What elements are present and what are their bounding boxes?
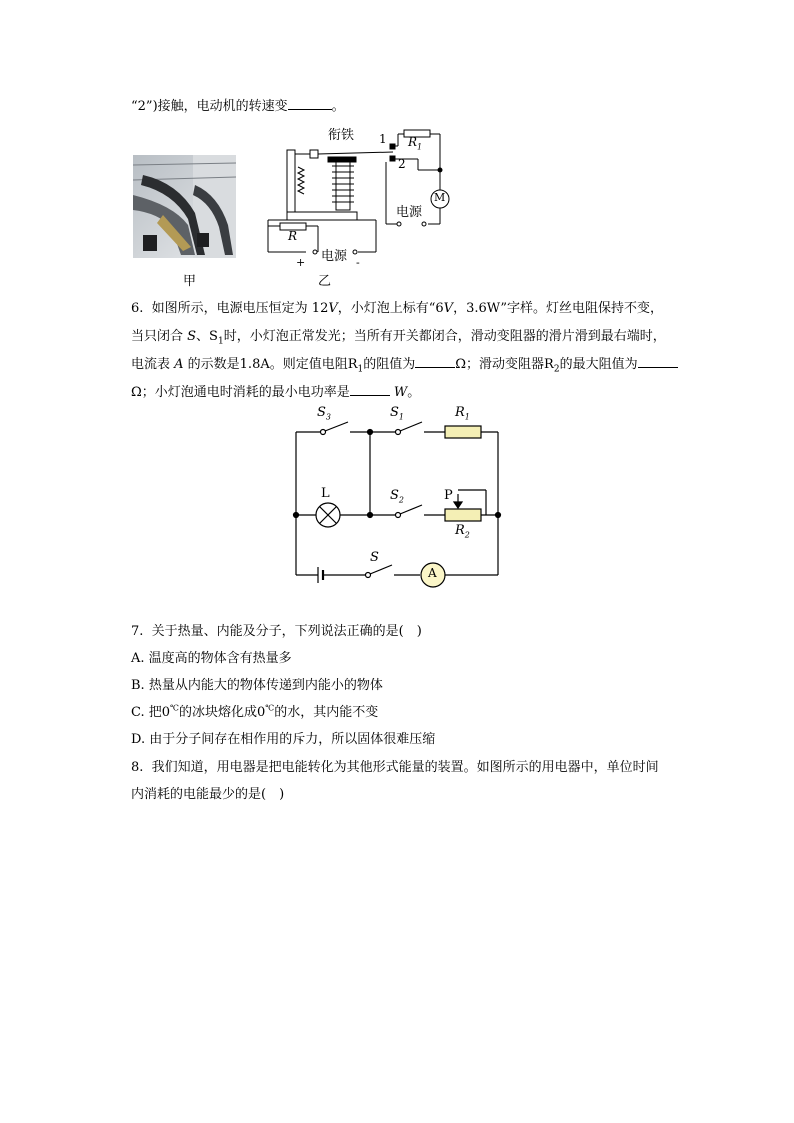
q6-blank-r2[interactable] — [638, 355, 678, 368]
q6-line-3: 电流表 A 的示数是1.8A。则定值电阻$R_1$的阻值为 Ω；滑动变阻器$R_2$的最大阻值为 — [131, 353, 678, 375]
q5-tail-line: “2”)接触，电动机的转速变 。 — [131, 99, 345, 114]
q7-option-d[interactable]: D. 由于分子间存在相作用的斥力，所以固体很难压缩 — [131, 732, 436, 747]
q7-option-c[interactable]: C. 把0℃的冰块熔化成0℃的水，其内能不变 — [131, 703, 379, 720]
label-armature: 衔铁 — [328, 128, 355, 143]
q7-stem: 7. 关于热量、内能及分子，下列说法正确的是( ) — [131, 624, 422, 639]
q6-blank-r1[interactable] — [415, 355, 455, 368]
q6-line-2: 当只闭合 S、$S_1$时，小灯泡正常发光；当所有开关都闭合，滑动变阻器的滑片滑到最右端时， — [131, 329, 666, 347]
relay-circuit-diagram — [258, 122, 458, 272]
label-r1: $R_1$ — [408, 135, 423, 152]
label-s3: $S_3$ — [317, 405, 331, 422]
q7-option-a[interactable]: A. 温度高的物体含有热量多 — [131, 651, 292, 666]
fig-label-jia: 甲 — [183, 274, 197, 289]
label-s2: $S_2$ — [390, 488, 404, 505]
q6-line-4: Ω；小灯泡通电时消耗的最小电功率是 W。 — [131, 385, 421, 400]
label-plus: + — [296, 256, 306, 269]
label-power-bottom: 电源 — [321, 249, 348, 264]
q5-answer-blank[interactable] — [288, 97, 332, 110]
label-s1: $S_1$ — [390, 405, 404, 422]
q8-line-1: 8. 我们知道，用电器是把电能转化为其他形式能量的装置。如图所示的用电器中，单位时间 — [131, 760, 659, 775]
label-s: S — [370, 550, 379, 565]
label-lamp: L — [321, 486, 330, 501]
q7-option-b[interactable]: B. 热量从内能大的物体传递到内能小的物体 — [131, 678, 383, 693]
ammeter-icon: A — [428, 566, 437, 580]
q8-line-2: 内消耗的电能最少的是( ) — [131, 787, 285, 802]
label-r1: $R_1$ — [455, 405, 470, 422]
q6-circuit-diagram — [290, 402, 505, 590]
label-r2: $R_2$ — [455, 523, 470, 540]
q6-line-1: 6. 如图所示，电源电压恒定为 12V，小灯泡上标有“6V，3.6W”字样。灯丝电阻保持不变， — [131, 301, 663, 316]
escalator-photo — [133, 155, 236, 258]
fig-label-yi: 乙 — [318, 274, 332, 289]
label-minus: - — [356, 256, 360, 269]
q6-blank-power[interactable] — [350, 383, 390, 396]
label-slider-p: P — [444, 488, 453, 503]
label-contact-2: 2 — [398, 157, 406, 171]
label-motor: M — [434, 191, 446, 204]
label-r: R — [288, 229, 298, 243]
label-contact-1: 1 — [379, 132, 387, 146]
label-power-top: 电源 — [396, 205, 423, 220]
